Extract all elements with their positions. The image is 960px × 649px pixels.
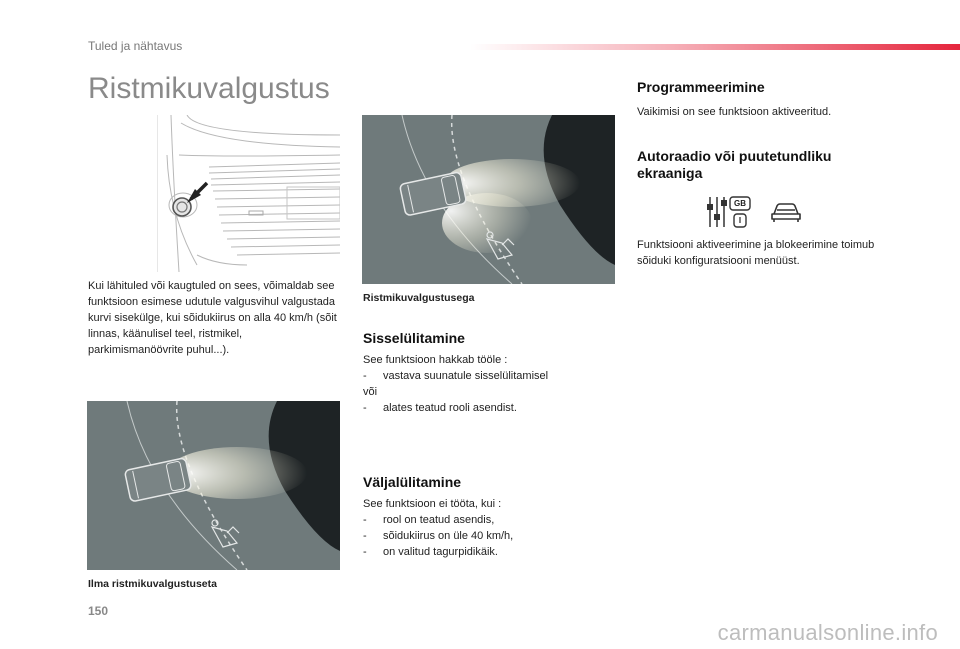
list-item: - sõidukiirus on üle 40 km/h,	[363, 530, 514, 542]
list-item: - rool on teatud asendis,	[363, 514, 495, 526]
watermark: carmanualsonline.info	[717, 620, 938, 645]
switch-on-heading: Sisselülitamine	[363, 330, 465, 346]
settings-sliders-icon: GB I	[706, 196, 752, 228]
switch-off-lead: See funktsioon ei tööta, kui :	[363, 498, 502, 510]
page-title: Ristmikuvalgustus	[88, 72, 330, 105]
header-accent-bar	[470, 44, 960, 50]
intro-text: Kui lähituled või kaugtuled on sees, võimaldab see funktsioon esimese udutule valgusvihul valgustada kurvi sisekülge, kui sõidukiirus on alla 40 km/h (sõit linnas, käänulisel teel, ristmikel, parkimismanöövrite puhul...).	[88, 280, 337, 356]
switch-off-list	[363, 512, 608, 560]
list-item: - on valitud tagurpidikäik.	[363, 546, 498, 558]
switch-on-list	[363, 368, 608, 384]
figure-without-cornering-light	[87, 401, 340, 570]
section-label: Tuled ja nähtavus	[88, 39, 183, 53]
switch-on-connector: või	[363, 386, 378, 398]
caption-without: Ilma ristmikuvalgustuseta	[88, 578, 217, 590]
radio-heading: Autoraadio või puutetundliku ekraaniga	[637, 148, 832, 181]
caption-with: Ristmikuvalgustusega	[363, 292, 475, 304]
programming-heading: Programmeerimine	[637, 79, 765, 95]
programming-text: Vaikimisi on see funktsioon aktiveeritud.	[637, 106, 832, 118]
list-item: - alates teatud rooli asendist.	[363, 402, 517, 414]
car-front-illustration	[157, 115, 340, 272]
figure-with-cornering-light	[362, 115, 615, 284]
list-item: - vastava suunatule sisselülitamisel	[363, 370, 549, 382]
fog-lamp-arrow-icon	[173, 183, 207, 216]
switch-off-block	[363, 496, 608, 560]
switch-on-block	[363, 352, 608, 416]
page-number: 150	[88, 604, 109, 618]
switch-off-heading: Väljalülitamine	[363, 474, 462, 490]
radio-text: Funktsiooni aktiveerimine ja blokeerimine toimub sõiduki konfiguratsiooni menüüst.	[637, 239, 875, 267]
car-icon	[770, 200, 802, 224]
switch-on-lead: See funktsioon hakkab tööle :	[363, 354, 508, 366]
